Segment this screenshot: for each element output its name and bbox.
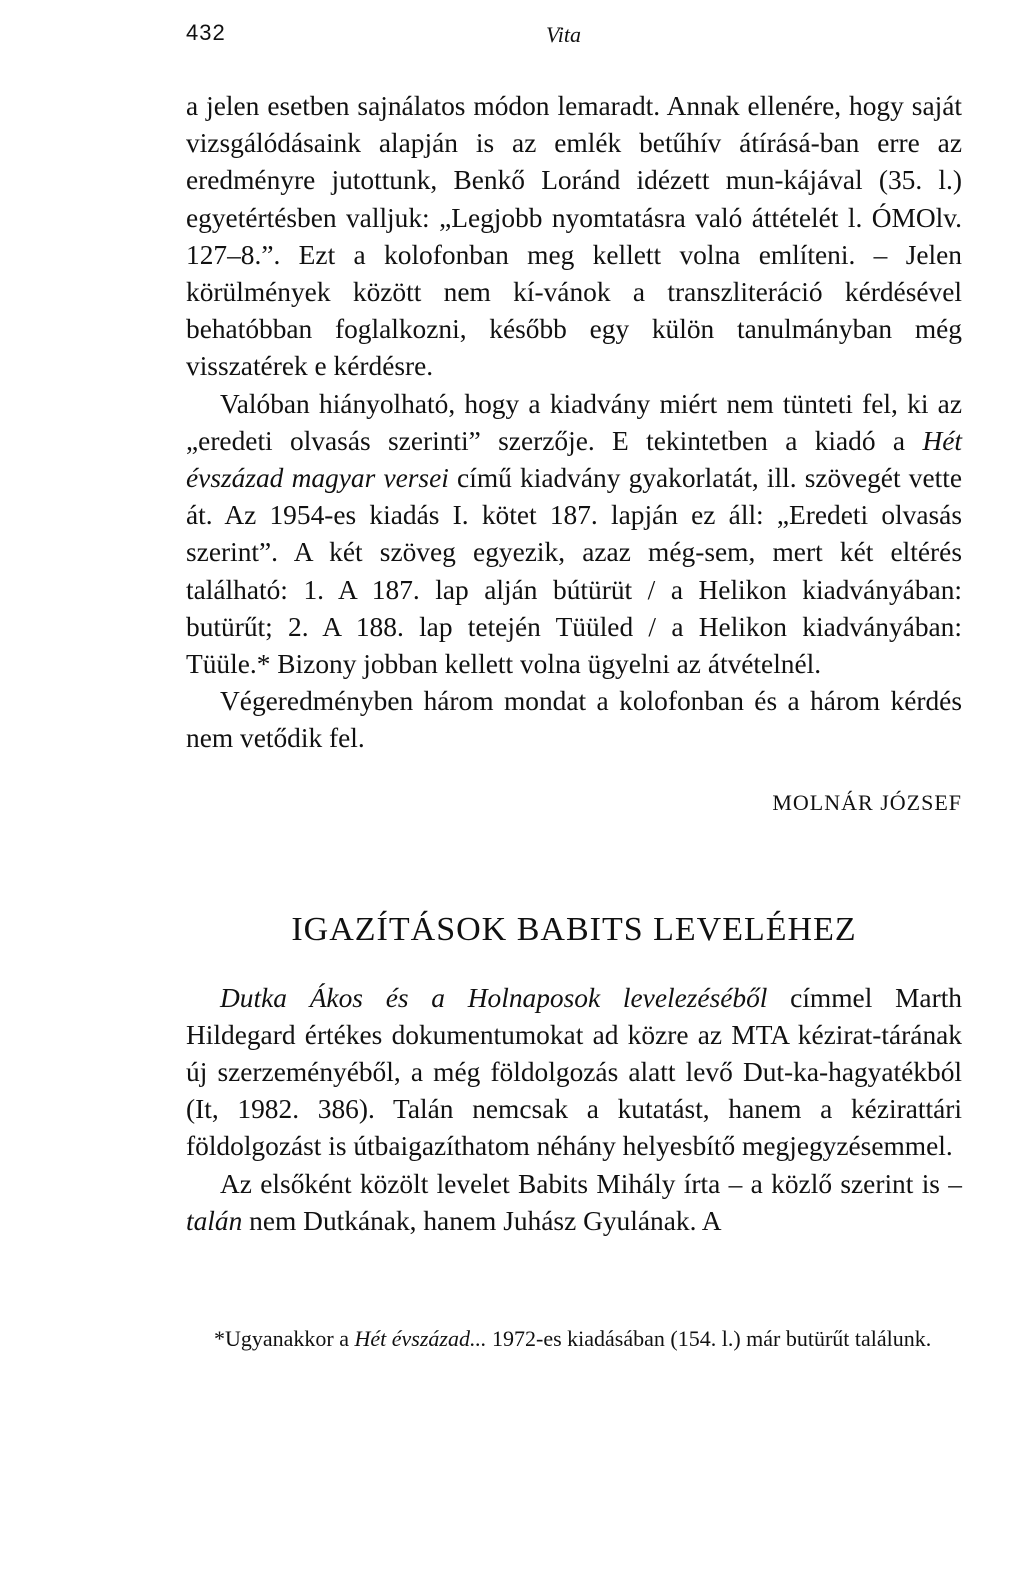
footnote [186,1322,962,1356]
section-paragraph-2-text-b: nem Dutkának, hanem Juhász Gyulának. A [242,1205,722,1236]
running-head [186,16,962,56]
paragraph-3: Végeredményben három mondat a kolofonban és a három kérdés nem vetődik fel. [186,686,962,754]
document-page [186,0,962,1591]
footnote-text-a: *Ugyanakkor a [214,1326,355,1351]
section-paragraph-2 [186,1166,962,1240]
footnote-italic: Hét évszázad... [354,1326,487,1351]
emphasis-italic: talán [186,1205,243,1236]
paragraph-2 [186,386,962,684]
page-number: 432 [186,20,226,45]
footnote-text-b: 1972-es kiadásában (154. l.) már butürűt találunk. [486,1326,932,1351]
book-title-italic: Hét évszázad magyar versei [186,425,962,494]
author-signature: MOLNÁR JÓZSEF [772,789,962,815]
article-title-italic: Dutka Ákos és a Holnaposok levelezéséből [220,982,768,1013]
paragraph-1: a jelen esetben sajnálatos módon lemaradt. Annak ellenére, hogy saját vizsgálódásaink alapján is az emlék betűhív átírásá-ban erre az eredményre jutottunk, Benkő Loránd idézett mun-kájával (35. l.) egyetértésben valljuk: „Legjobb nyomtatásra való áttételét l. ÓMOlv. 127–8.”. Ezt a kolofonban meg kellett volna említeni. – Jelen körülmények között nem kí-vánok a transzliteráció kérdésével behatóbban foglalkozni, később egy külön tanulmányban még visszatérek e kérdésre. [186,91,962,382]
body-text [186,88,962,1240]
footnote-text [186,1322,962,1356]
section-title: IGAZÍTÁSOK BABITS LEVELÉHEZ [291,910,857,948]
section-paragraph-1-text: címmel Marth Hildegard értékes dokumentumokat ad közre az MTA kézirat-tárának új szerzeményéből, a még földolgozás alatt levő Dut-ka-hagyatékból (It, 1982. 386). Talán nemcsak a kutatást, hanem a kézirattári földolgozást is útbaigazíthatom néhány helyesbítő megjegyzésemmel. [186,982,963,1162]
paragraph-2-text-a: Valóban hiányolható, hogy a kiadvány miért nem tünteti fel, ki az „eredeti olvasás szerinti” szerzője. E tekintetben a kiadó a [186,388,962,456]
section-paragraph-2-text-a: Az elsőként közölt levelet Babits Mihály írta – a közlő szerint is – [220,1168,962,1199]
running-title: Vita [546,22,582,47]
paragraph-2-text-b: című kiadvány gyakorlatát, ill. szövegét vette át. Az 1954-es kiadás I. kötet 187. lapján ez áll: „Eredeti olvasás szerint”. A két szöveg egyezik, azaz még-sem, mert két eltérés található: 1. A 187. lap alján bútürüt / a Helikon kiadványában: butürűt; 2. A 188. lap tetején Tüüled / a Helikon kiadványában: Tüüle.* Bizony jobban kellett volna ügyelni az átvételnél. [186,463,962,680]
section-paragraph-1 [186,980,962,1166]
section-body [186,980,962,1240]
